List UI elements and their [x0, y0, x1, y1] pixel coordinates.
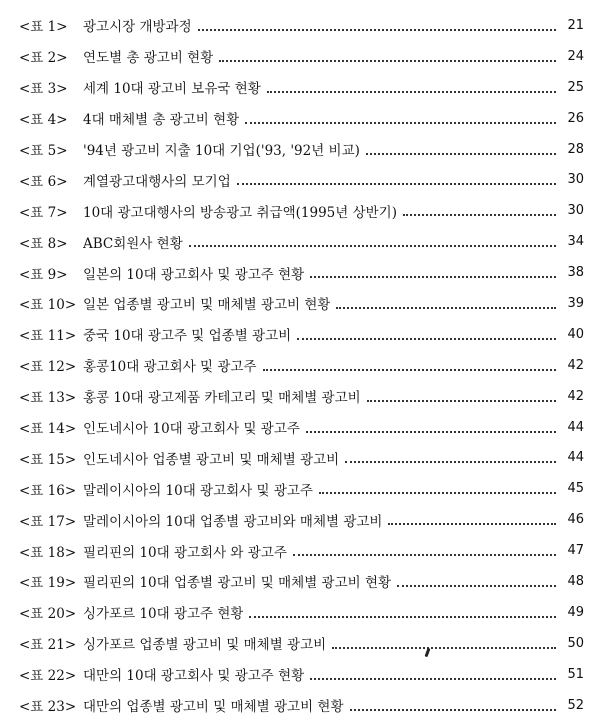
page-number: 21 [567, 17, 584, 33]
entry-number: <표 18> [19, 544, 77, 561]
entry-number: <표 1> [19, 19, 68, 36]
page-number: 42 [567, 388, 584, 404]
dot-leader [263, 368, 556, 371]
page-number: 44 [567, 450, 584, 466]
entry-title: 필리핀의 10대 광고회사 와 광고주 [83, 544, 287, 561]
toc-entry [0, 288, 610, 319]
toc-entry [0, 473, 610, 504]
entry-title: 싱가포르 업종별 광고비 및 매체별 광고비 [83, 637, 327, 654]
entry-title: 인도네시아 업종별 광고비 및 매체별 광고비 [83, 451, 340, 468]
entry-number: <표 9> [19, 266, 68, 283]
entry-title: 광고시장 개방과정 [83, 19, 192, 36]
entry-title: 일본의 10대 광고회사 및 광고주 현황 [83, 266, 305, 283]
entry-number: <표 15> [19, 451, 77, 468]
entry-number: <표 7> [19, 204, 68, 221]
entry-title: 세계 10대 광고비 보유국 현황 [83, 81, 261, 98]
toc-list [0, 10, 610, 720]
dot-leader [319, 491, 556, 494]
dot-leader [189, 244, 556, 247]
toc-entry [0, 226, 610, 257]
entry-title: 말레이시아의 10대 업종별 광고비와 매체별 광고비 [83, 513, 383, 530]
toc-entry [0, 442, 610, 473]
entry-number: <표 21> [19, 637, 77, 654]
entry-title: ABC회원사 현황 [83, 235, 183, 252]
toc-entry [0, 659, 610, 690]
page-number: 46 [567, 512, 584, 528]
page-number: 28 [567, 141, 584, 157]
toc-entry [0, 597, 610, 628]
page-number: 49 [567, 604, 584, 620]
dot-leader [350, 708, 557, 711]
dot-leader [198, 28, 556, 31]
dot-leader [267, 90, 556, 93]
toc-entry [0, 41, 610, 72]
entry-number: <표 4> [19, 112, 68, 129]
entry-title: 필리핀의 10대 업종별 광고비 및 매체별 광고비 현황 [83, 575, 392, 592]
page-number: 30 [567, 172, 584, 188]
entry-title: 중국 10대 광고주 및 업종별 광고비 [83, 328, 292, 345]
dot-leader [336, 306, 556, 309]
entry-number: <표 3> [19, 81, 68, 98]
page-number: 44 [567, 419, 584, 435]
page-number: 50 [567, 635, 584, 651]
entry-number: <표 5> [19, 143, 68, 159]
dot-leader [249, 615, 556, 618]
entry-number: <표 12> [19, 359, 77, 376]
entry-number: <표 14> [19, 421, 77, 438]
entry-title: 홍콩10대 광고회사 및 광고주 [83, 359, 257, 376]
dot-leader [332, 646, 556, 649]
entry-number: <표 20> [19, 606, 77, 623]
entry-number: <표 16> [19, 482, 77, 499]
toc-entry [0, 504, 610, 535]
entry-title: 일본 업종별 광고비 및 매체별 광고비 현황 [83, 297, 331, 314]
entry-title: '94년 광고비 지출 10대 기업('93, '92년 비교) [83, 143, 360, 159]
toc-entry [0, 535, 610, 566]
entry-number: <표 2> [19, 50, 68, 67]
dot-leader [237, 182, 556, 185]
page-number: 30 [567, 203, 584, 219]
entry-title: 말레이시아의 10대 광고회사 및 광고주 [83, 482, 313, 499]
toc-entry [0, 566, 610, 597]
entry-number: <표 22> [19, 668, 77, 685]
entry-number: <표 23> [19, 699, 77, 716]
dot-leader [345, 460, 556, 463]
dot-leader [293, 553, 556, 556]
dot-leader [219, 59, 556, 62]
toc-entry [0, 134, 610, 165]
entry-number: <표 17> [19, 513, 77, 530]
page-number: 40 [567, 326, 584, 342]
page-number: 38 [567, 265, 584, 281]
entry-number: <표 10> [19, 297, 77, 314]
toc-entry [0, 164, 610, 195]
entry-number: <표 11> [19, 328, 77, 345]
toc-entry [0, 103, 610, 134]
toc-entry [0, 350, 610, 381]
page-number: 42 [567, 357, 584, 373]
page-number: 45 [567, 481, 584, 497]
dot-leader [366, 152, 556, 155]
entry-number: <표 8> [19, 235, 68, 252]
page-number: 26 [567, 110, 584, 126]
page-number: 34 [567, 234, 584, 250]
page-number: 24 [567, 48, 584, 64]
entry-number: <표 19> [19, 575, 77, 592]
dot-leader [297, 337, 556, 340]
toc-entry [0, 257, 610, 288]
entry-title: 연도별 총 광고비 현황 [83, 50, 214, 67]
page-number: 51 [567, 666, 584, 682]
page-number: 52 [567, 697, 584, 713]
toc-entry [0, 10, 610, 41]
page-number: 47 [567, 543, 584, 559]
toc-entry [0, 628, 610, 659]
entry-title: 인도네시아 10대 광고회사 및 광고주 [83, 421, 300, 438]
dot-leader [310, 275, 556, 278]
toc-entry [0, 381, 610, 412]
toc-entry [0, 72, 610, 103]
entry-number: <표 6> [19, 173, 68, 190]
entry-title: 4대 매체별 총 광고비 현황 [83, 112, 240, 129]
toc-entry [0, 195, 610, 226]
dot-leader [403, 213, 556, 216]
page-number: 48 [567, 573, 584, 589]
dot-leader [388, 522, 556, 525]
page-number: 39 [567, 295, 584, 311]
entry-title: 계열광고대행사의 모기업 [83, 173, 231, 190]
toc-entry [0, 319, 610, 350]
entry-title: 대만의 업종별 광고비 및 매체별 광고비 현황 [83, 699, 344, 716]
entry-title: 대만의 10대 광고회사 및 광고주 현황 [83, 668, 305, 685]
entry-title: 홍콩 10대 광고제품 카테고리 및 매체별 광고비 [83, 390, 361, 407]
toc-entry [0, 412, 610, 443]
dot-leader [310, 677, 556, 680]
dot-leader [367, 399, 556, 402]
dot-leader [245, 121, 556, 124]
entry-title: 10대 광고대행사의 방송광고 취급액(1995년 상반기) [83, 204, 397, 221]
dot-leader [306, 430, 556, 433]
entry-number: <표 13> [19, 390, 77, 407]
toc-entry [0, 690, 610, 720]
page-number: 25 [567, 79, 584, 95]
entry-title: 싱가포르 10대 광고주 현황 [83, 606, 244, 623]
dot-leader [397, 584, 556, 587]
